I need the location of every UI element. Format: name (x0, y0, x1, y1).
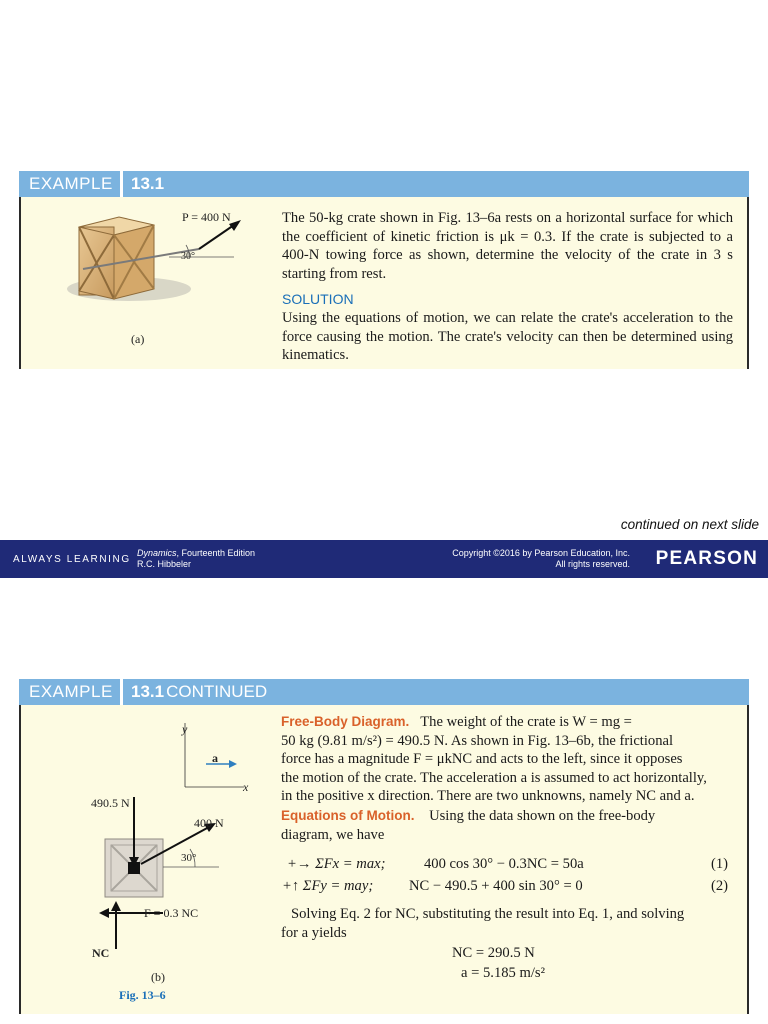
angle-label: 30° (181, 251, 195, 262)
fbd-line: The weight of the crate is W = mg = (420, 714, 632, 730)
book-title: Dynamics (137, 548, 177, 558)
equation-expression: NC − 490.5 + 400 sin 30° = 0 (409, 878, 583, 894)
panel-left-rule (19, 705, 21, 1014)
header-divider (120, 679, 123, 705)
friction-arrowhead (99, 908, 109, 918)
force-label: P = 400 N (182, 210, 231, 224)
problem-statement: The 50-kg crate shown in Fig. 13–6a rests on a horizontal surface for which the coefficient of kinetic friction is μk = 0.3. If the crate is subjected to a 400-N towing force as shown, determine the velocity of the crate in 3 s starting from rest. (282, 210, 733, 282)
example-header (19, 171, 749, 197)
normal-force-label: NC (92, 946, 110, 960)
figure-caption: (b) (151, 970, 165, 984)
normal-arrowhead (111, 901, 121, 911)
force-arrow-shaft (199, 225, 234, 249)
example-panel-2 (19, 679, 749, 1014)
acceleration-label: a (212, 751, 218, 765)
continued-note: continued on next slide (620, 517, 759, 532)
acceleration-arrowhead (229, 760, 237, 768)
book-author: R.C. Hibbeler (137, 559, 192, 569)
panel-right-rule (747, 197, 749, 369)
fbd-line: 50 kg (9.81 m/s²) = 490.5 N. As shown in Fig. 13–6b, the frictional (281, 732, 674, 749)
example-panel-1 (19, 171, 749, 369)
panel-left-rule (19, 197, 21, 369)
figure-number: Fig. 13–6 (119, 988, 166, 1002)
x-axis-label: x (243, 780, 249, 794)
equation-label: +↑ ΣFy = may; (282, 878, 374, 894)
force-400-label: 400 N (194, 816, 224, 830)
equation-expression: 400 cos 30° − 0.3NC = 50a (424, 856, 584, 872)
figure-caption: (a) (131, 332, 145, 346)
continued-label: CONTINUED (166, 682, 268, 701)
publisher-logo: PEARSON (655, 548, 758, 569)
fbd-heading: Free-Body Diagram. (281, 714, 410, 729)
eom-paragraph (281, 807, 731, 844)
header-divider (120, 171, 123, 197)
eom-line: Using the data shown on the free-body (429, 808, 656, 824)
example-number (131, 682, 267, 702)
fbd-line: the motion of the crate. The acceleration a is assumed to act horizontally, (281, 769, 707, 786)
solving-line: Solving Eq. 2 for NC, substituting the result into Eq. 1, and solving (291, 906, 685, 922)
example-number-value: 13.1 (131, 682, 165, 701)
equation-label: +→ ΣFx = max; (287, 856, 386, 872)
example-header (19, 679, 749, 705)
free-body-diagram (69, 709, 269, 974)
eom-line: diagram, we have (281, 826, 385, 843)
solution-heading: SOLUTION (282, 291, 354, 307)
book-edition: , Fourteenth Edition (176, 548, 256, 558)
example-label: EXAMPLE (29, 174, 113, 193)
friction-label: F = 0.3 NC (144, 906, 199, 920)
solution-text: Using the equations of motion, we can relate the crate's acceleration to the force causing the motion. The crate's velocity can then be determined using kinematics. (282, 310, 733, 363)
example-label: EXAMPLE (29, 682, 113, 701)
solving-paragraph (281, 905, 731, 942)
crate-figure (59, 207, 289, 337)
equation-number: (1) (711, 856, 729, 872)
equation-number: (2) (711, 878, 729, 894)
result-acceleration: a = 5.185 m/s² (461, 965, 545, 981)
solving-line: for a yields (281, 924, 347, 941)
example-number: 13.1 (131, 174, 165, 193)
fbd-line: in the positive x direction. There are two unknowns, namely NC and a. (281, 788, 695, 804)
copyright-line2: All rights reserved. (555, 559, 630, 569)
footer-bar (0, 540, 768, 578)
copyright-line1: Copyright ©2016 by Pearson Education, Inc. (452, 548, 630, 558)
book-info (137, 548, 255, 570)
always-learning-tagline: ALWAYS LEARNING (13, 554, 131, 565)
angle-label: 30° (181, 852, 197, 864)
fbd-line: force has a magnitude F = μkNC and acts to the left, since it opposes (281, 751, 683, 767)
y-axis-label: y (182, 722, 188, 736)
fbd-paragraph (281, 713, 731, 806)
eom-heading: Equations of Motion. (281, 808, 415, 823)
copyright (452, 548, 630, 570)
weight-label: 490.5 N (91, 796, 130, 810)
result-normal-force: NC = 290.5 N (452, 945, 535, 961)
panel-right-rule (747, 705, 749, 1014)
